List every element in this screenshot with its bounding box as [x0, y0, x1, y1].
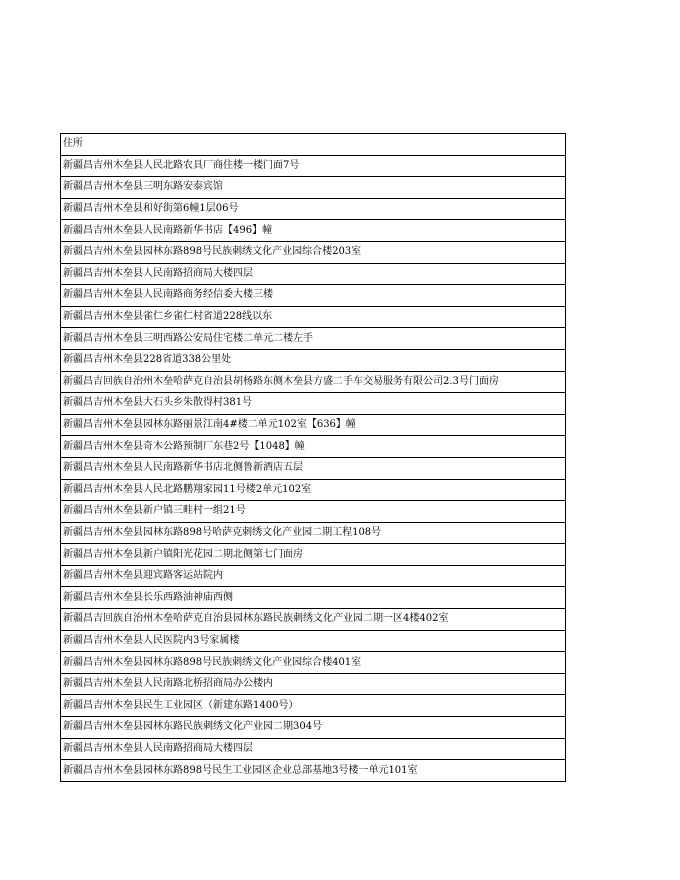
table-row — [61, 198, 566, 220]
table-row — [61, 695, 566, 717]
table-row — [61, 501, 566, 523]
address-cell: 新疆昌吉州木垒县雀仁乡雀仁村省道228线以东 — [61, 306, 566, 328]
address-cell: 新疆昌吉州木垒县人民南路新华书店北侧鲁新酒店五层 — [61, 457, 566, 479]
table-row — [61, 652, 566, 674]
address-cell: 新疆昌吉州木垒县和好街第6幢1层06号 — [61, 198, 566, 220]
table-row — [61, 544, 566, 566]
table-row — [61, 220, 566, 242]
address-cell: 新疆昌吉州木垒县人民北路鹏翔家园11号楼2单元102室 — [61, 479, 566, 501]
address-cell: 新疆昌吉州木垒县大石头乡朱散得村381号 — [61, 393, 566, 415]
table-row — [61, 241, 566, 263]
address-cell: 新疆昌吉州木垒县奇木公路预制厂东巷2号【1048】幢 — [61, 436, 566, 458]
address-cell: 新疆昌吉州木垒县人民南路北桥招商局办公楼内 — [61, 673, 566, 695]
table-row — [61, 371, 566, 393]
table-row — [61, 738, 566, 760]
table-row — [61, 457, 566, 479]
table-row — [61, 436, 566, 458]
table-row — [61, 155, 566, 177]
address-cell: 新疆昌吉回族自治州木垒哈萨克自治县胡杨路东侧木垒县方盛二手车交易服务有限公司2.3号门面房 — [61, 371, 566, 393]
table-header-row — [61, 134, 566, 156]
address-cell: 新疆昌吉州木垒县园林东路898号民族刺绣文化产业园综合楼401室 — [61, 652, 566, 674]
address-cell: 新疆昌吉州木垒县新户镇阳光花园二期北侧第七门面房 — [61, 544, 566, 566]
address-cell: 新疆昌吉州木垒县园林东路898号民生工业园区企业总部基地3号楼一单元101室 — [61, 760, 566, 782]
table-row — [61, 263, 566, 285]
table-row — [61, 349, 566, 371]
table-row — [61, 393, 566, 415]
address-cell: 新疆昌吉州木垒县人民南路招商局大楼四层 — [61, 738, 566, 760]
table-row — [61, 673, 566, 695]
table-row — [61, 565, 566, 587]
address-cell: 新疆昌吉州木垒县人民医院内3号家属楼 — [61, 630, 566, 652]
address-cell: 新疆昌吉州木垒县人民南路商务经信委大楼三楼 — [61, 285, 566, 307]
address-cell: 新疆昌吉州木垒县人民南路招商局大楼四层 — [61, 263, 566, 285]
address-cell: 新疆昌吉州木垒县三明西路公安局住宅楼二单元二楼左手 — [61, 328, 566, 350]
address-cell: 新疆昌吉州木垒县园林东路898号民族刺绣文化产业园综合楼203室 — [61, 241, 566, 263]
address-table — [60, 133, 566, 782]
address-cell: 新疆昌吉州木垒县228省道338公里处 — [61, 349, 566, 371]
table-row — [61, 522, 566, 544]
address-cell: 新疆昌吉州木垒县人民南路新华书店【496】幢 — [61, 220, 566, 242]
table-row — [61, 717, 566, 739]
table-row — [61, 177, 566, 199]
address-cell: 新疆昌吉州木垒县民生工业园区（新建东路1400号） — [61, 695, 566, 717]
table-row — [61, 609, 566, 631]
column-header-address: 住所 — [61, 134, 566, 156]
table-row — [61, 306, 566, 328]
table-row — [61, 285, 566, 307]
address-cell: 新疆昌吉州木垒县园林东路898号哈萨克刺绣文化产业园二期工程108号 — [61, 522, 566, 544]
address-cell: 新疆昌吉州木垒县迎宾路客运站院内 — [61, 565, 566, 587]
address-cell: 新疆昌吉州木垒县人民北路农具厂商住楼一楼门面7号 — [61, 155, 566, 177]
address-cell: 新疆昌吉州木垒县三明东路安泰宾馆 — [61, 177, 566, 199]
table-row — [61, 479, 566, 501]
address-cell: 新疆昌吉州木垒县园林东路民族刺绣文化产业园二期304号 — [61, 717, 566, 739]
table-row — [61, 760, 566, 782]
address-cell: 新疆昌吉州木垒县园林东路丽景江南4#楼二单元102室【636】幢 — [61, 414, 566, 436]
address-table-body — [61, 134, 566, 782]
address-cell: 新疆昌吉州木垒县新户镇三畦村一组21号 — [61, 501, 566, 523]
address-cell: 新疆昌吉回族自治州木垒哈萨克自治县园林东路民族刺绣文化产业园二期一区4楼402室 — [61, 609, 566, 631]
table-row — [61, 587, 566, 609]
table-row — [61, 328, 566, 350]
table-row — [61, 630, 566, 652]
address-cell: 新疆昌吉州木垒县长乐西路油神庙西侧 — [61, 587, 566, 609]
table-row — [61, 414, 566, 436]
